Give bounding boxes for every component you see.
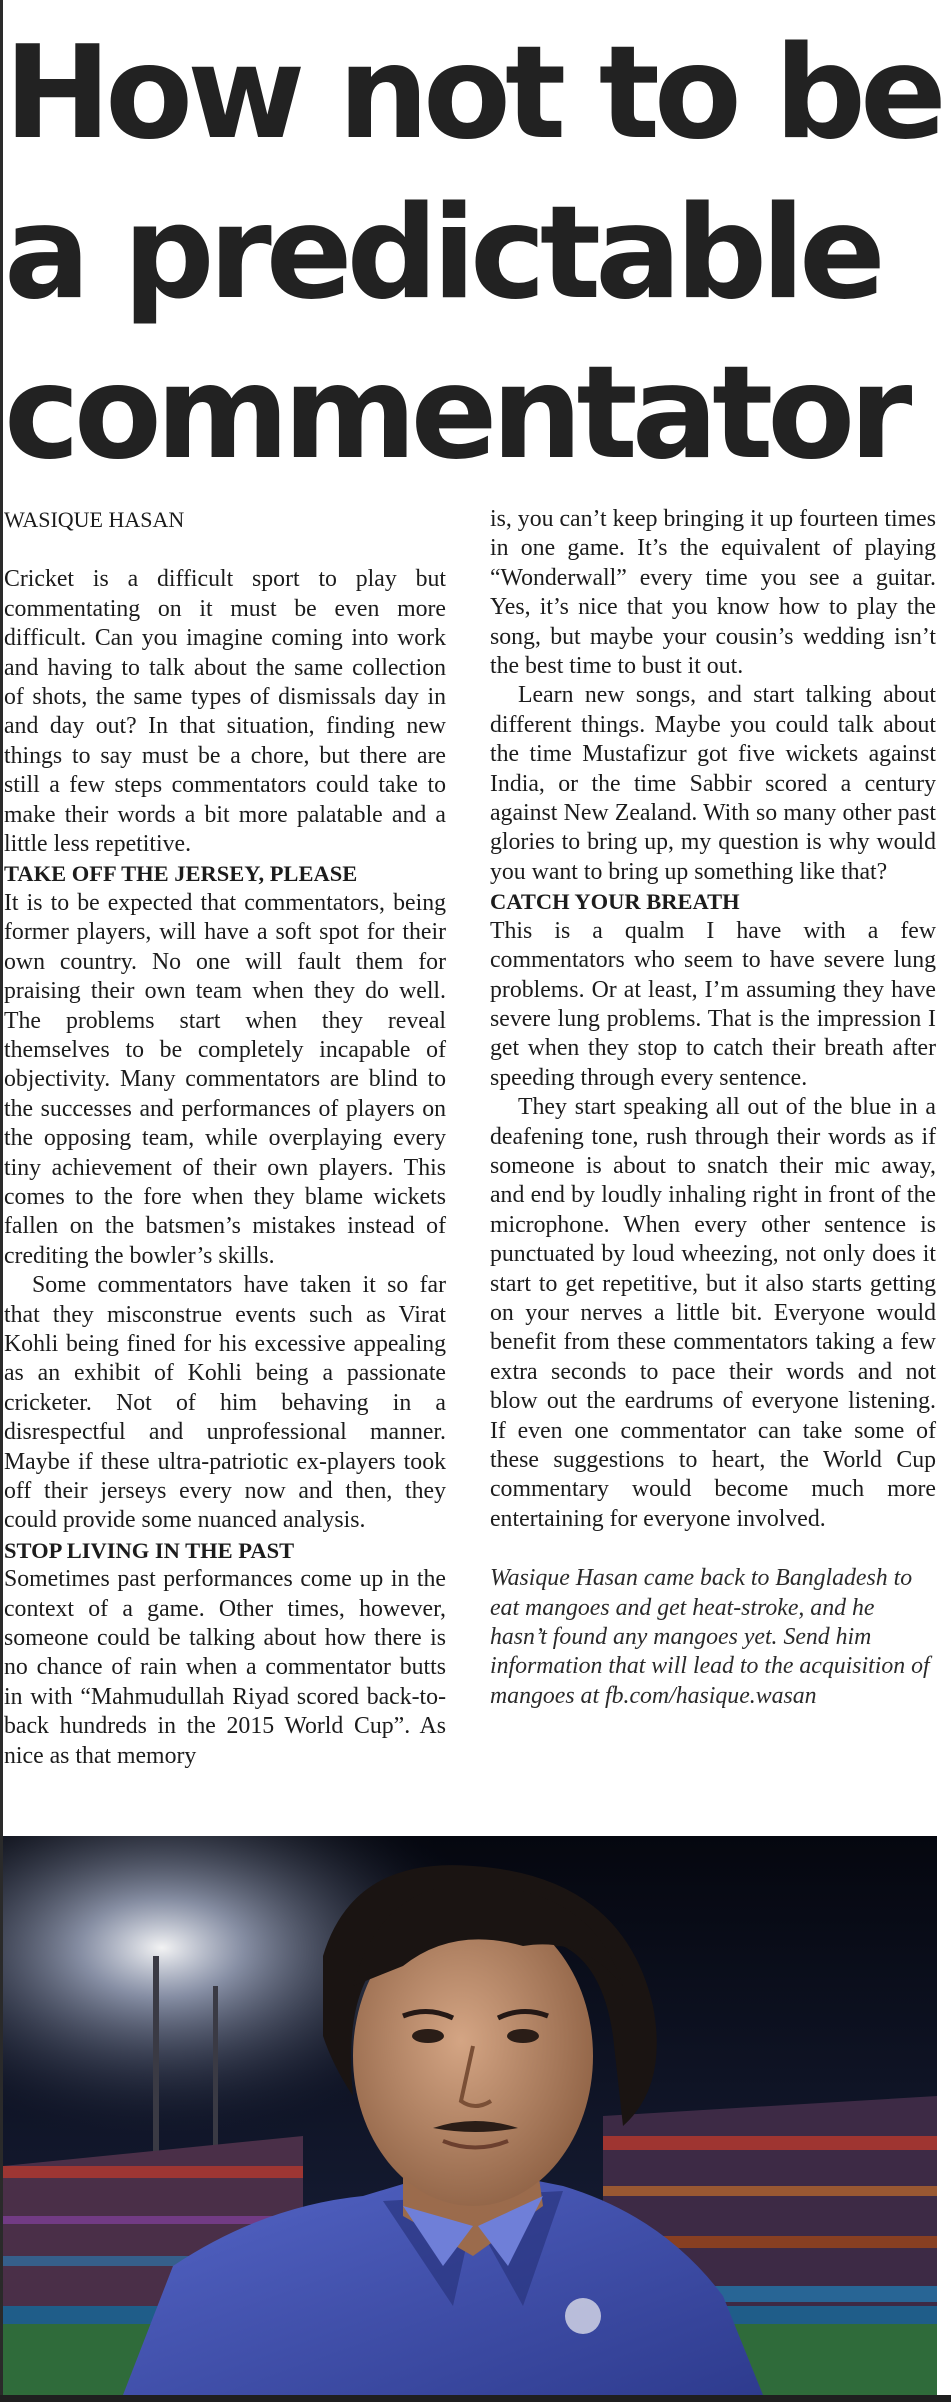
author-bio: Wasique Hasan came back to Bangladesh to eat mangoes and get heat-stroke, and he hasn’t found any mangoes yet. Send him information that will lead to the acquisition of mangoes at fb.com/hasique.wasan bbox=[490, 1565, 930, 1709]
intro-paragraph: Cricket is a difficult sport to play but commentating on it must be even more difficult. Can you imagine coming into work and having to talk about the same collection of shots, the same types of dismissals day in and day out? In that situation, finding new things to say must be a chore, but there are still a few steps commentators could take to make their words a bit more palatable and a little less repetitive. bbox=[4, 566, 446, 858]
section-heading-breath: CATCH YOUR BREATH bbox=[490, 889, 740, 915]
section-heading-jersey: TAKE OFF THE JERSEY, PLEASE bbox=[4, 861, 358, 887]
headline-line-3: commentator bbox=[4, 339, 907, 488]
headline bbox=[4, 14, 944, 494]
jersey-paragraph-2: Some commentators have taken it so far that they misconstrue events such as Virat Kohli being fined for his excessive appealing as an exhibit of Kohli being a passionate cricketer. Not of him behaving in a disrespectful and unprofessional manner. Maybe if these ultra-patriotic ex-players took off their jerseys every now and then, they could provide some nuanced analysis. bbox=[4, 1272, 446, 1534]
headline-line-2: a predictable bbox=[4, 179, 880, 328]
jersey-paragraph-1: It is to be expected that commentators, being former players, will have a soft spot for their own country. No one will fault them for praising their own team when they do well. The problems start when they reveal themselves to be completely incapable of objectivity. Many commentators are blind to the successes and performances of players on the opposing team, while overplaying every tiny achievement of their own players. This comes to the fore when they blame wickets fallen on the batsmen’s mistakes instead of crediting the bowler’s skills. bbox=[4, 889, 446, 1269]
article-column-left bbox=[4, 505, 446, 1771]
headline-line-1: How not to be bbox=[4, 19, 941, 168]
breath-paragraph-2: They start speaking all out of the blue in a deafening tone, rush through their words as if someone is about to snatch their mic away, and end by loudly inhaling right in front of the microphone. When every other sentence is punctuated by loud wheezing, not only does it start to get repetitive, but it also starts getting on your nerves a little bit. Everyone would benefit from these commentators taking a few extra seconds to pace their words and not blow out the eardrums of everyone listening. If even one commentator can take some of these suggestions to heart, the World Cup commentary would become much more entertaining for everyone involved. bbox=[490, 1094, 936, 1532]
commentator-photo bbox=[3, 1836, 937, 2395]
commentator-portrait-icon bbox=[3, 1836, 937, 2395]
byline: WASIQUE HASAN bbox=[4, 507, 185, 532]
past-paragraph-1a: Sometimes past performances come up in the context of a game. Other times, however, someone could be talking about how there is no chance of rain when a commentator butts in with “Mahmudullah Riyad scored back-to-back hundreds in the 2015 World Cup”. As nice as that memory bbox=[4, 1566, 446, 1769]
past-paragraph-1b: is, you can’t keep bringing it up fourteen times in one game. It’s the equivalent of playing “Wonderwall” every time you see a guitar. Yes, it’s nice that you know how to play the song, but maybe your cousin’s wedding isn’t the best time to bust it out. bbox=[490, 506, 936, 680]
past-paragraph-2: Learn new songs, and start talking about different things. Maybe you could talk about the time Mustafizur got five wickets against India, or the time Sabbir scored a century against New Zealand. With so many other past glories to bring up, my question is why would you want to bring up something like that? bbox=[490, 682, 936, 885]
section-heading-past: STOP LIVING IN THE PAST bbox=[4, 1537, 295, 1563]
bottom-rule bbox=[0, 2395, 951, 2402]
breath-paragraph-1: This is a qualm I have with a few commentators who seem to have severe lung problems. Or at least, I’m assuming they have severe lung problems. That is the impression I get when they stop to catch their breath after speeding through every sentence. bbox=[490, 917, 936, 1091]
article-column-right bbox=[490, 505, 936, 1711]
